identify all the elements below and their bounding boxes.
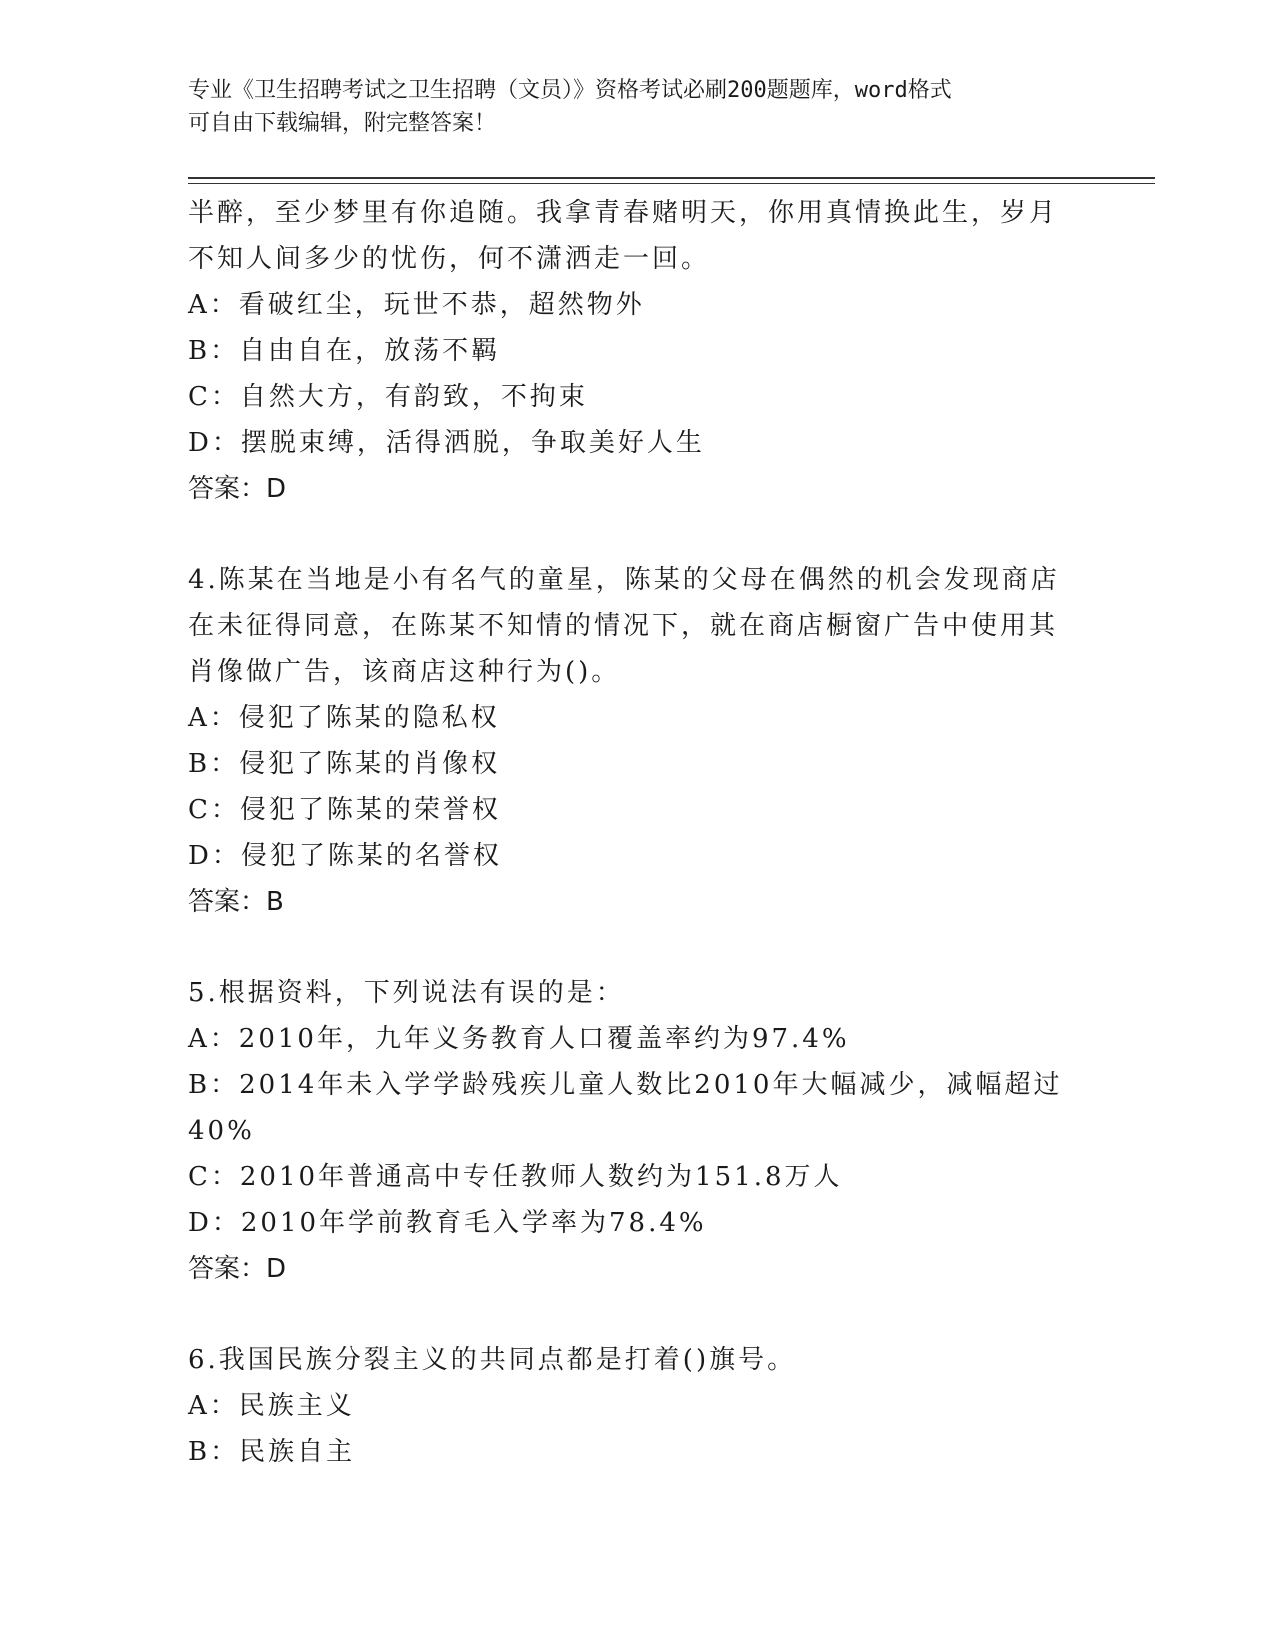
question-spacer: [188, 1292, 1068, 1337]
question-5-option-a: A：2010年，九年义务教育人口覆盖率约为97.4%: [188, 1024, 850, 1054]
header-divider-thick: [188, 177, 1155, 179]
question-5-answer: 答案：D: [188, 1254, 287, 1284]
question-4-option-c: C：侵犯了陈某的荣誉权: [188, 795, 501, 825]
question-5-option-b-line-1: B：2014年未入学学龄残疾儿童人数比2010年大幅减少，减幅超过: [188, 1070, 1063, 1100]
question-4-option-a: A：侵犯了陈某的隐私权: [188, 703, 500, 733]
question-spacer: [188, 925, 1068, 970]
question-3-block: [188, 190, 1068, 512]
header-divider-thin: [188, 183, 1155, 184]
question-6-option-a: A：民族主义: [188, 1391, 355, 1421]
question-5-stem-line-1: 5.根据资料，下列说法有误的是：: [188, 978, 625, 1008]
question-content: [188, 190, 1068, 1475]
question-5-option-d: D：2010年学前教育毛入学率为78.4%: [188, 1208, 707, 1238]
question-5-block: [188, 970, 1068, 1292]
question-3-stem-line-2: 不知人间多少的忧伤，何不潇洒走一回。: [188, 244, 711, 274]
header-title-line-2: 可自由下载编辑，附完整答案！: [188, 111, 497, 136]
question-3-option-a: A：看破红尘，玩世不恭，超然物外: [188, 290, 645, 320]
question-spacer: [188, 512, 1068, 557]
question-4-stem-line-3: 肖像做广告，该商店这种行为()。: [188, 657, 621, 687]
question-3-option-b: B：自由自在，放荡不羁: [188, 336, 501, 366]
header-title-line-1: 专业《卫生招聘考试之卫生招聘（文员）》资格考试必刷200题题库，word格式: [188, 78, 952, 103]
question-4-option-b: B：侵犯了陈某的肖像权: [188, 749, 501, 779]
question-6-stem-line-1: 6.我国民族分裂主义的共同点都是打着()旗号。: [188, 1345, 797, 1375]
question-4-stem-line-2: 在未征得同意，在陈某不知情的情况下，就在商店橱窗广告中使用其: [188, 611, 1059, 641]
document-header: [188, 74, 1068, 140]
question-6-option-b: B：民族自主: [188, 1437, 356, 1467]
question-5-option-c: C：2010年普通高中专任教师人数约为151.8万人: [188, 1162, 843, 1192]
question-4-option-d: D：侵犯了陈某的名誉权: [188, 841, 502, 871]
question-3-stem-line-1: 半醉，至少梦里有你追随。我拿青春赌明天，你用真情换此生，岁月: [188, 198, 1059, 228]
question-3-option-c: C：自然大方，有韵致，不拘束: [188, 382, 588, 412]
question-4-block: [188, 557, 1068, 925]
question-5-option-b-line-2: 40%: [188, 1116, 255, 1146]
question-3-option-d: D：摆脱束缚，活得洒脱，争取美好人生: [188, 428, 705, 458]
question-6-block: [188, 1337, 1068, 1475]
question-4-answer: 答案：B: [188, 887, 284, 917]
question-3-answer: 答案：D: [188, 474, 287, 504]
question-4-stem-line-1: 4.陈某在当地是小有名气的童星，陈某的父母在偶然的机会发现商店: [188, 565, 1060, 595]
